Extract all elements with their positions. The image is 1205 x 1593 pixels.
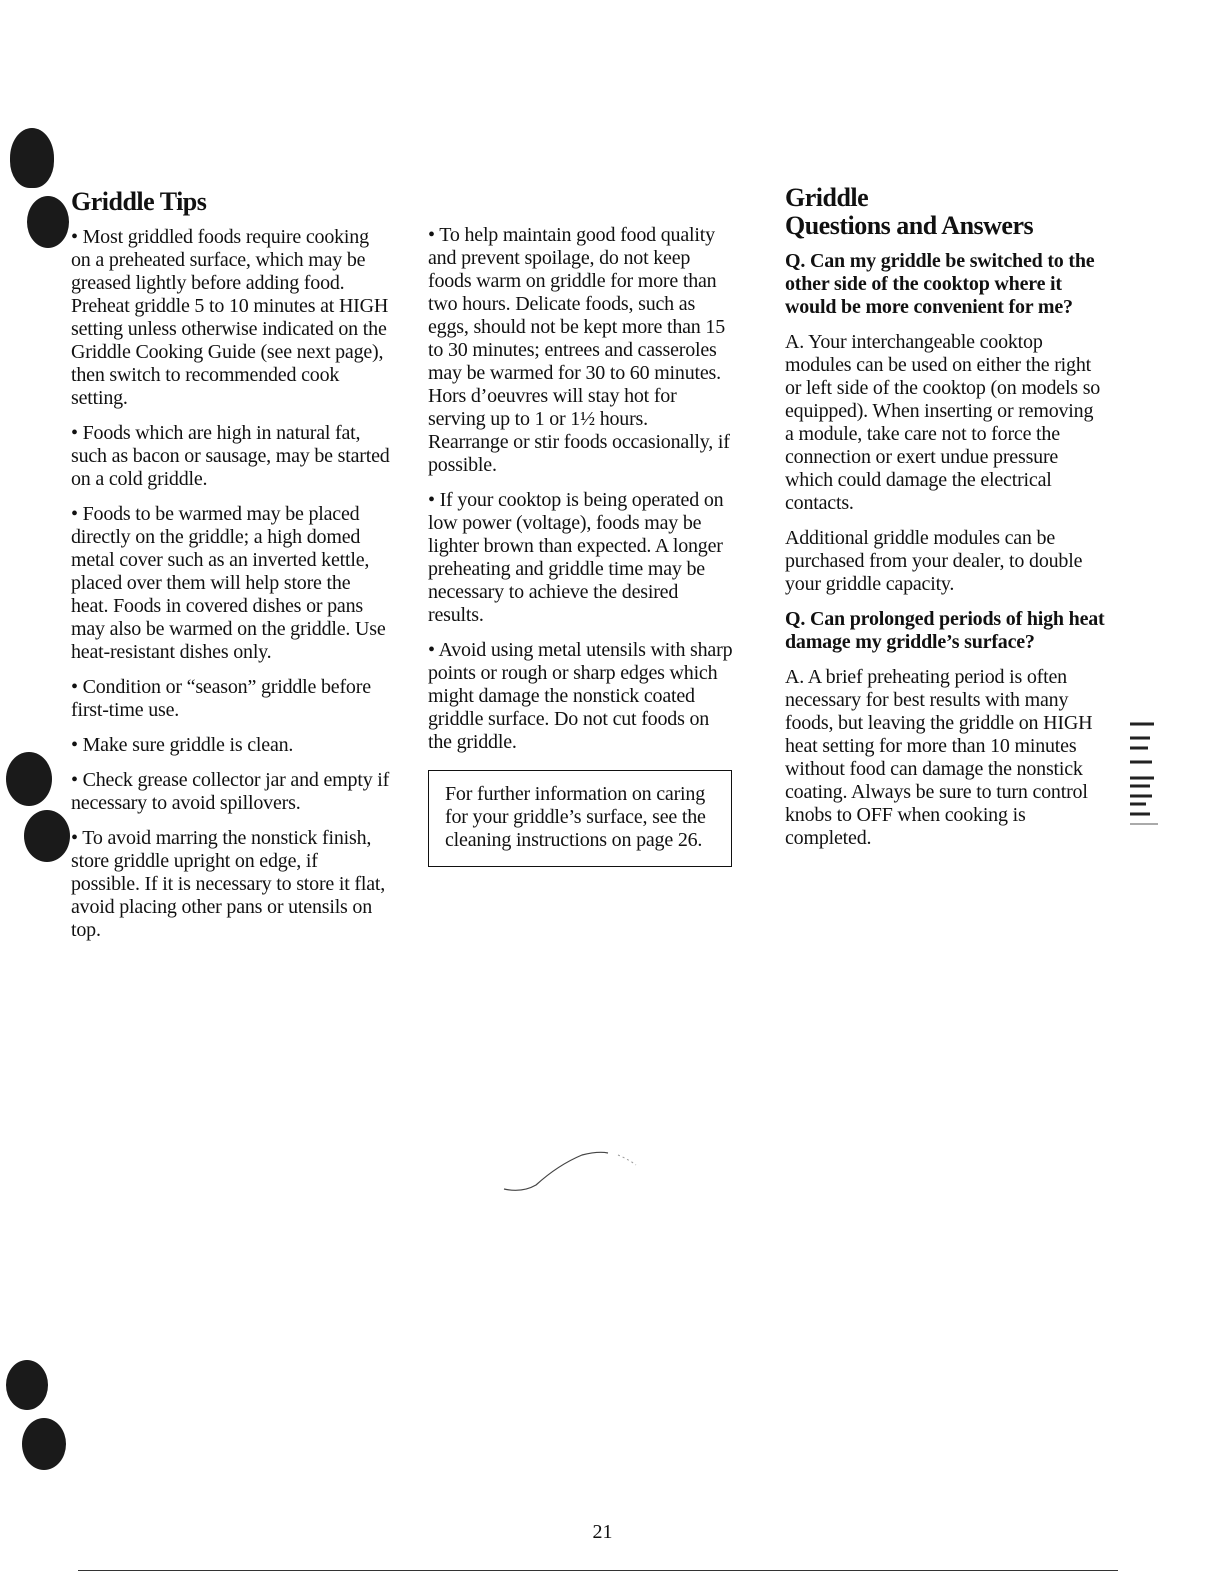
- qa-heading: [785, 184, 1105, 240]
- question-high-heat: Q. Can prolonged periods of high heat damage my griddle’s surface?: [785, 608, 1105, 653]
- qa-heading-line1: Griddle: [785, 183, 869, 212]
- cleaning-info-text: For further information on caring for your griddle’s surface, see the cleaning instructions on page 26.: [445, 783, 706, 851]
- tip-warming-foods: • Foods to be warmed may be placed directly on the griddle; a high domed metal cover such as an inverted kettle, placed over them will help store the heat. Foods in covered dishes or pans may also be warmed on the griddle. Use heat-resistant dishes only.: [71, 503, 386, 663]
- tip-grease-jar: • Check grease collector jar and empty if necessary to avoid spillovers.: [71, 769, 390, 814]
- questions-answers-column: [785, 184, 1105, 862]
- tip-store-upright: • To avoid marring the nonstick finish, store griddle upright on edge, if possible. If it is necessary to store it flat, avoid placing other pans or utensils on top.: [71, 827, 386, 941]
- griddle-tips-continued-column: [428, 224, 733, 867]
- griddle-tips-heading: Griddle Tips: [71, 187, 207, 216]
- qa-heading-line2: Questions and Answers: [785, 211, 1034, 240]
- tip-clean-griddle: • Make sure griddle is clean.: [71, 734, 294, 756]
- punch-hole: [6, 752, 52, 806]
- tip-metal-utensils: • Avoid using metal utensils with sharp points or rough or sharp edges which might damage the nonstick coated griddle surface. Do not cut foods on the griddle.: [428, 639, 733, 753]
- tip-food-quality: • To help maintain good food quality and prevent spoilage, do not keep foods warm on griddle for more than two hours. Delicate foods, such as eggs, should not be kept more than 15 to 30 minutes; entrees and casseroles may be warmed for 30 to 60 minutes. Hors d’oeuvres will stay hot for serving up to 1 or 1½ hours. Rearrange or stir foods occasionally, if possible.: [428, 224, 730, 476]
- tip-preheat: • Most griddled foods require cooking on a preheated surface, which may be greased lightly before adding food. Preheat griddle 5 to 10 minutes at HIGH setting unless otherwise indicated on the Griddle Cooking Guide (see next page), then switch to recommended cook setting.: [71, 226, 389, 409]
- answer-high-heat: A. A brief preheating period is often necessary for best results with many foods, but leaving the griddle on HIGH heat setting for more than 10 minutes without food can damage the nonstick coating. Always be sure to turn control knobs to OFF when cooking is completed.: [785, 666, 1093, 849]
- margin-scan-marks: [1128, 718, 1168, 838]
- griddle-tips-column: [71, 188, 391, 954]
- cleaning-info-box: [428, 770, 732, 867]
- tip-low-power: • If your cooktop is being operated on low power (voltage), foods may be lighter brown than expected. A longer preheating and griddle time may be necessary to achieve the desired results.: [428, 489, 724, 626]
- page-number: 21: [592, 1521, 613, 1543]
- tip-cold-griddle: • Foods which are high in natural fat, such as bacon or sausage, may be started on a cold griddle.: [71, 422, 390, 490]
- answer-switch-side: A. Your interchangeable cooktop modules can be used on either the right or left side of the cooktop (on models so equipped). When inserting or removing a module, take care not to force the connection or exert undue pressure which could damage the electrical contacts.: [785, 331, 1101, 514]
- punch-hole: [22, 1418, 66, 1470]
- question-switch-side: Q. Can my griddle be switched to the other side of the cooktop where it would be more convenient for me?: [785, 250, 1095, 318]
- punch-hole: [27, 196, 69, 248]
- bottom-rule: [78, 1570, 1118, 1571]
- tip-season-griddle: • Condition or “season” griddle before first-time use.: [71, 676, 371, 721]
- punch-hole: [24, 810, 70, 862]
- punch-hole: [6, 1360, 48, 1410]
- answer-additional-modules: Additional griddle modules can be purchased from your dealer, to double your griddle capacity.: [785, 527, 1083, 595]
- pen-scribble: [500, 1145, 650, 1215]
- punch-hole: [10, 128, 54, 188]
